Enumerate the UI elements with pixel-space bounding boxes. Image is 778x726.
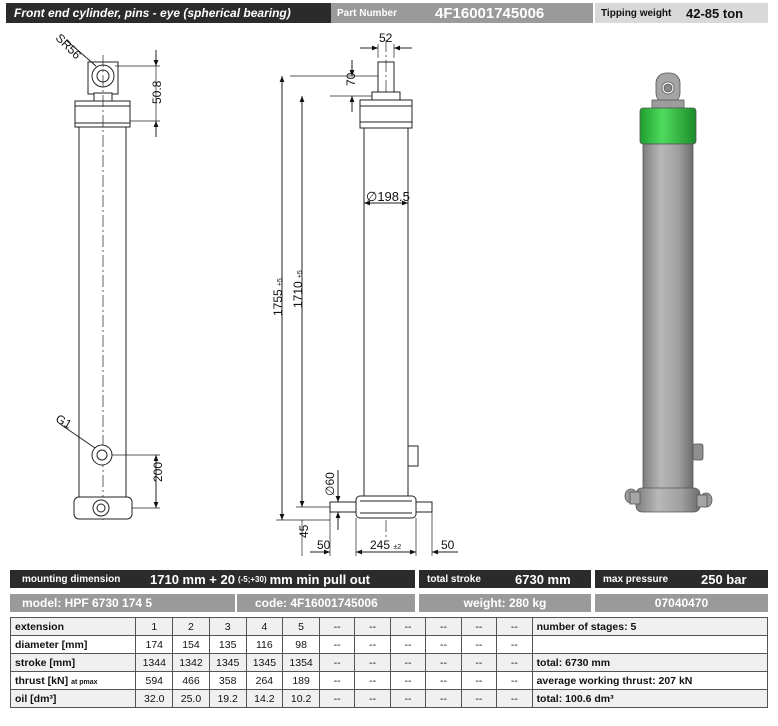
row-label: thrust [kN] at pmax [11,672,136,690]
table-cell: -- [426,672,461,690]
row-label: diameter [mm] [11,636,136,654]
table-cell: -- [426,690,461,708]
part-number-label: Part Number [337,7,398,19]
tipping-weight-box [680,3,768,23]
table-row [11,654,768,672]
table-cell: -- [461,618,496,636]
dim-245: 245 [370,538,391,552]
table-cell: -- [426,618,461,636]
dim-sr56: SR56 [52,30,84,62]
row-label: stroke [mm] [11,654,136,672]
table-cell: 594 [136,672,173,690]
table-row [11,672,768,690]
table-cell: 1 [136,618,173,636]
table-cell: -- [390,636,425,654]
mounting-dimension-value-b: mm min pull out [269,571,371,587]
mounting-dimension-tolerance: (-5;+30) [237,574,267,584]
dim-1755: 1755 [271,289,285,316]
table-cell: -- [390,618,425,636]
part-number: 4F16001745006 [435,4,545,22]
table-cell: -- [497,690,532,708]
dim-1710: 1710 [291,281,305,308]
table-cell: 14.2 [246,690,283,708]
table-cell: -- [319,654,354,672]
svg-text:245 ±2 [370,538,401,552]
table-cell: 5 [283,618,320,636]
table-cell: 10.2 [283,690,320,708]
part-number-box [423,3,593,23]
left-view [60,40,160,520]
table-cell: -- [355,654,390,672]
table-cell: 4 [246,618,283,636]
table-cell: -- [497,618,532,636]
table-cell: -- [497,636,532,654]
table-cell: 116 [246,636,283,654]
total-stroke-label: total stroke [427,573,481,585]
table-cell: 19.2 [209,690,246,708]
code-box [237,594,415,612]
max-pressure-label-box [595,570,695,588]
table-cell: 32.0 [136,690,173,708]
reference-number: 07040470 [654,596,709,610]
table-cell: -- [390,672,425,690]
row-summary: number of stages: 5 [532,618,767,636]
code: code: 4F16001745006 [255,596,378,610]
row-summary: average working thrust: 207 kN [532,672,767,690]
table-cell: -- [390,690,425,708]
table-row [11,618,768,636]
reference-box [595,594,768,612]
model-box [10,594,235,612]
table-cell: 1342 [173,654,210,672]
dim-70: 70 [344,72,358,86]
page-title: Front end cylinder, pins - eye (spherical bearing) [14,6,291,20]
row-label: oil [dm³] [11,690,136,708]
table-cell: 1354 [283,654,320,672]
table-cell: 98 [283,636,320,654]
spec-table [10,617,768,708]
mounting-dimension-label: mounting dimension [22,573,121,585]
table-cell: -- [461,672,496,690]
dia-60: 60 [323,472,337,486]
tipping-weight-label: Tipping weight [601,7,672,19]
title-bar [6,3,331,23]
total-stroke-value-box [509,570,591,588]
dia-198-5: 198.5 [377,189,410,204]
part-number-label-box [331,3,423,23]
table-cell: -- [319,672,354,690]
table-cell: 358 [209,672,246,690]
dim-52: 52 [379,31,393,45]
mounting-dimension-value-a: 1710 mm + 20 [150,571,235,587]
dim-200: 200 [151,461,165,482]
cylinder-render [625,73,712,512]
row-label: extension [11,618,136,636]
table-cell: -- [426,636,461,654]
dim-50-right: 50 [441,538,455,552]
table-cell: 1345 [246,654,283,672]
table-cell: -- [497,654,532,672]
table-cell: 264 [246,672,283,690]
technical-drawing [0,26,778,560]
table-cell: 189 [283,672,320,690]
weight: weight: 280 kg [463,596,547,610]
total-stroke-value: 6730 mm [515,571,571,587]
svg-text:∅60 [323,472,337,496]
table-cell: -- [355,672,390,690]
tipping-weight: 42-85 ton [686,5,744,21]
table-cell: 1344 [136,654,173,672]
table-cell: 1345 [209,654,246,672]
diameter-symbol-1: ∅ [366,189,378,204]
table-cell: -- [461,690,496,708]
row-summary: total: 100.6 dm³ [532,690,767,708]
total-stroke-label-box [419,570,509,588]
table-cell: -- [319,690,354,708]
svg-text:∅198.5 [366,189,410,204]
table-cell: -- [390,654,425,672]
table-cell: -- [461,654,496,672]
table-cell: 154 [173,636,210,654]
table-cell: 2 [173,618,210,636]
max-pressure-value-box [695,570,768,588]
table-cell: -- [319,636,354,654]
svg-text:1755 ±5 [271,278,285,316]
label-g1: G1 [53,411,75,432]
table-cell: -- [355,690,390,708]
diameter-symbol-2: ∅ [323,485,337,496]
dim-1710-tol: ±5 [297,270,304,278]
dim-50-8: 50.8 [150,80,164,104]
table-cell: -- [426,654,461,672]
dim-245-tol: ±2 [393,544,402,551]
mounting-dimension-label-box [10,570,140,588]
table-cell: -- [319,618,354,636]
row-summary [532,636,767,654]
svg-text:1710 ±5 [291,270,305,308]
table-cell: 3 [209,618,246,636]
dim-1755-tol: ±5 [277,278,284,286]
tipping-weight-label-box [595,3,680,23]
table-cell: 466 [173,672,210,690]
dim-45: 45 [297,524,311,538]
max-pressure-value: 250 bar [701,571,747,587]
table-cell: -- [461,636,496,654]
max-pressure-label: max pressure [603,573,669,585]
row-summary: total: 6730 mm [532,654,767,672]
table-cell: -- [497,672,532,690]
table-row [11,636,768,654]
table-cell: -- [355,636,390,654]
table-row [11,690,768,708]
table-cell: 135 [209,636,246,654]
table-cell: 25.0 [173,690,210,708]
table-cell: 174 [136,636,173,654]
table-cell: -- [355,618,390,636]
dim-50-left: 50 [317,538,331,552]
mounting-dimension-value-box [140,570,415,588]
weight-box [419,594,591,612]
model: model: HPF 6730 174 5 [22,596,153,610]
